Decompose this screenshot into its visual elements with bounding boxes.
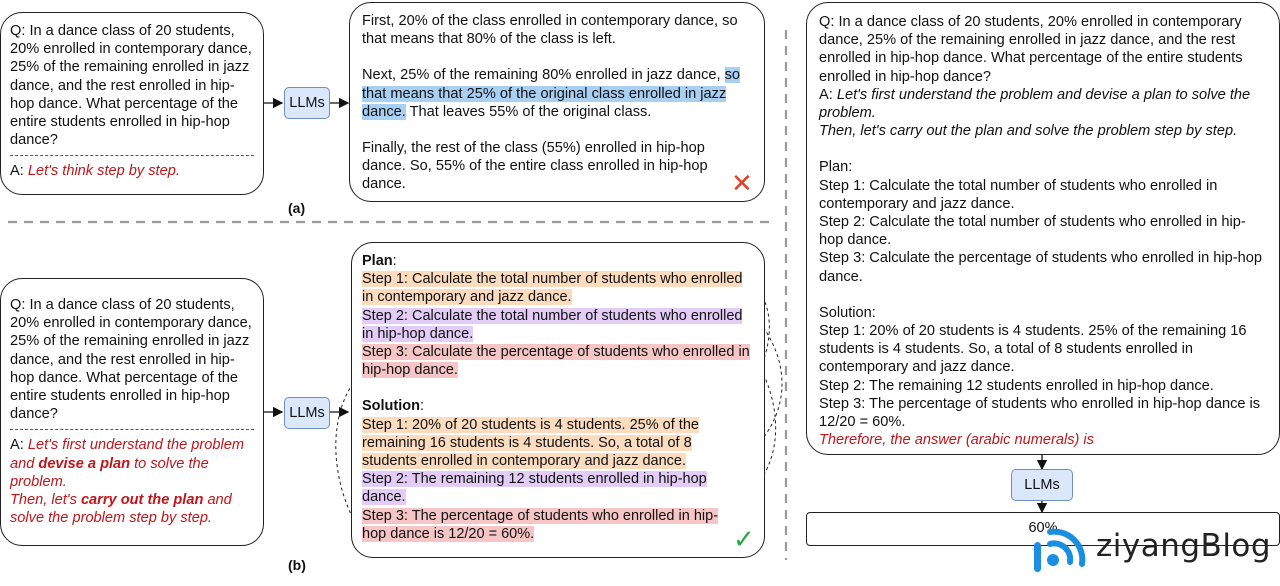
panel-a-output-p2-highlight: so that means that 25% of the original class enrolled in jazz dance. [362, 67, 741, 120]
panel-b-answer-prefix: A: [10, 437, 28, 454]
panel-b-prompt-part2 [10, 492, 232, 526]
panel-b-answer [10, 436, 254, 527]
panel-b-sol-step2 [362, 470, 732, 506]
panel-c-question-text: Q: In a dance class of 20 students, 20% enrolled in contemporary dance, 25% of the remaining enrolled in jazz dance, and the rest enrolled in hip-hop dance. What percentage of the entire students enrolled in hip-hop dance? [819, 14, 1243, 85]
panel-b-plan-step2-text: Step 2: Calculate the total number of students who enrolled in hip-hop dance. [362, 307, 743, 342]
panel-b-sol-step2-text: Step 2: The remaining 12 students enrolled in hip-hop dance. [362, 471, 707, 506]
panel-a-output-p2 [362, 66, 752, 121]
panel-c-plan-step3: Step 3: Calculate the percentage of students who enrolled in hip-hop dance. [819, 250, 1262, 285]
panel-a-answer-line [10, 162, 254, 180]
panel-b-output-box [351, 242, 765, 558]
panel-a-output-p2-end: That leaves 55% of the original class. [405, 103, 652, 120]
panel-b-plan-label: Plan [362, 253, 393, 269]
panel-b-question-text: Q: In a dance class of 20 students, 20% enrolled in contemporary dance, 25% of the remaining enrolled in jazz dance, and the rest enrolled in hip-hop dance. What percentage of the entire students enrolled in hip-hop dance? [10, 297, 252, 423]
panel-b-solution-heading [362, 397, 754, 415]
panel-c-prompt-2: Then, let's carry out the plan and solve the problem step by step. [819, 123, 1238, 140]
correct-check-icon: ✓ [733, 524, 755, 554]
panel-b-question-box [0, 278, 264, 546]
panel-a-caption: (a) [288, 200, 306, 216]
watermark [1030, 522, 1280, 581]
panel-a-llm-node: LLMs [284, 87, 330, 119]
watermark-logo-icon [1030, 522, 1094, 581]
panel-c-llm-node: LLMs [1011, 469, 1073, 501]
panel-b-plan-step3-text: Step 3: Calculate the percentage of students who enrolled in hip-hop dance. [362, 344, 750, 379]
panel-c-answer-prefix: A: [819, 86, 837, 103]
panel-a-output-p3: Finally, the rest of the class (55%) enrolled in hip-hop dance. So, 55% of the entire class enrolled in hip-hop dance. [362, 140, 708, 193]
panel-c-prompt-box [806, 2, 1280, 455]
panel-b-plan-heading [362, 252, 754, 270]
panel-a-answer-prefix: A: [10, 163, 28, 180]
panel-b-divider [10, 429, 254, 430]
panel-c-plan-step2: Step 2: Calculate the total number of students who enrolled in hip-hop dance. [819, 214, 1246, 249]
panel-b-prompt-part1 [10, 437, 244, 489]
panel-c-plan-step1: Step 1: Calculate the total number of students who enrolled in contemporary and jazz dance. [819, 177, 1218, 212]
panel-b-plan-step1 [362, 270, 754, 306]
panel-b-sol-step3-text: Step 3: The percentage of students who enrolled in hip-hop dance is 12/20 = 60%. [362, 507, 719, 542]
panel-a-divider [10, 155, 254, 156]
panel-b-solution-colon: : [420, 398, 425, 415]
panel-b-prompt-4: and solve the problem step by step. [10, 492, 232, 527]
panel-b-plan-step3 [362, 343, 754, 379]
panel-b-prompt-2: to solve the problem. [10, 455, 209, 490]
panel-b-plan-colon: : [392, 253, 397, 269]
panel-b-plan-step1-text: Step 1: Calculate the total number of students who enrolled in contemporary and jazz dance. [362, 271, 743, 306]
panel-b-caption: (b) [288, 557, 306, 573]
panel-c-sol-step1: Step 1: 20% of 20 students is 4 students. 25% of the remaining 16 students is 4 students. So, a total of 8 students enrolled in contemporary and jazz dance. [819, 323, 1247, 376]
watermark-text: ziyangBlog [1096, 528, 1272, 564]
panel-a-question-text: Q: In a dance class of 20 students, 20% enrolled in contemporary dance, 25% of the remaining enrolled in jazz dance, and the rest enrolled in hip-hop dance. What percentage of the entire students enrolled in hip-hop dance? [10, 23, 252, 149]
panel-b-plan-step2 [362, 307, 754, 343]
panel-a-answer-prompt: Let's think step by step. [27, 163, 180, 180]
panel-a-output-box [349, 2, 765, 202]
panel-b-prompt-1: Let's first understand the problem and [10, 437, 244, 472]
panel-a-question-box [0, 12, 264, 195]
panel-a-output-p2-start: Next, 25% of the remaining 80% enrolled in jazz dance, [362, 67, 725, 84]
panel-b-prompt-bold-1: devise a plan [38, 455, 131, 472]
panel-b-sol-step1-text: Step 1: 20% of 20 students is 4 students. 25% of the remaining 16 students is 4 students. So, a total of 8 students enrolled in contemporary and jazz dance. [362, 416, 699, 470]
panel-c-answer-trigger: Therefore, the answer (arabic numerals) is [819, 432, 1094, 449]
panel-c-prompt-1: Let's first understand the problem and devise a plan to solve the problem. [819, 86, 1251, 122]
panel-b-sol-step3 [362, 507, 732, 543]
panel-c-final-answer: 60% [1028, 520, 1058, 536]
panel-b-prompt-bold-2: carry out the plan [80, 492, 204, 509]
panel-a-output-p1: First, 20% of the class enrolled in contemporary dance, so that means that 80% of the class is left. [362, 13, 738, 48]
panel-b-prompt-3: Then, let's [10, 492, 81, 509]
wrong-cross-icon: ✕ [731, 168, 753, 198]
panel-b-solution-label: Solution [362, 398, 420, 415]
panel-b-sol-step1 [362, 416, 722, 471]
panel-c-plan-label: Plan: [819, 159, 853, 176]
panel-c-sol-step2: Step 2: The remaining 12 students enrolled in hip-hop dance. [819, 377, 1214, 394]
panel-b-llm-node: LLMs [284, 397, 330, 429]
panel-c-solution-label: Solution: [819, 304, 876, 321]
panel-c-answer-line [819, 86, 1267, 141]
panel-c-sol-step3: Step 3: The percentage of students who enrolled in hip-hop dance is 12/20 = 60%. [819, 395, 1261, 431]
